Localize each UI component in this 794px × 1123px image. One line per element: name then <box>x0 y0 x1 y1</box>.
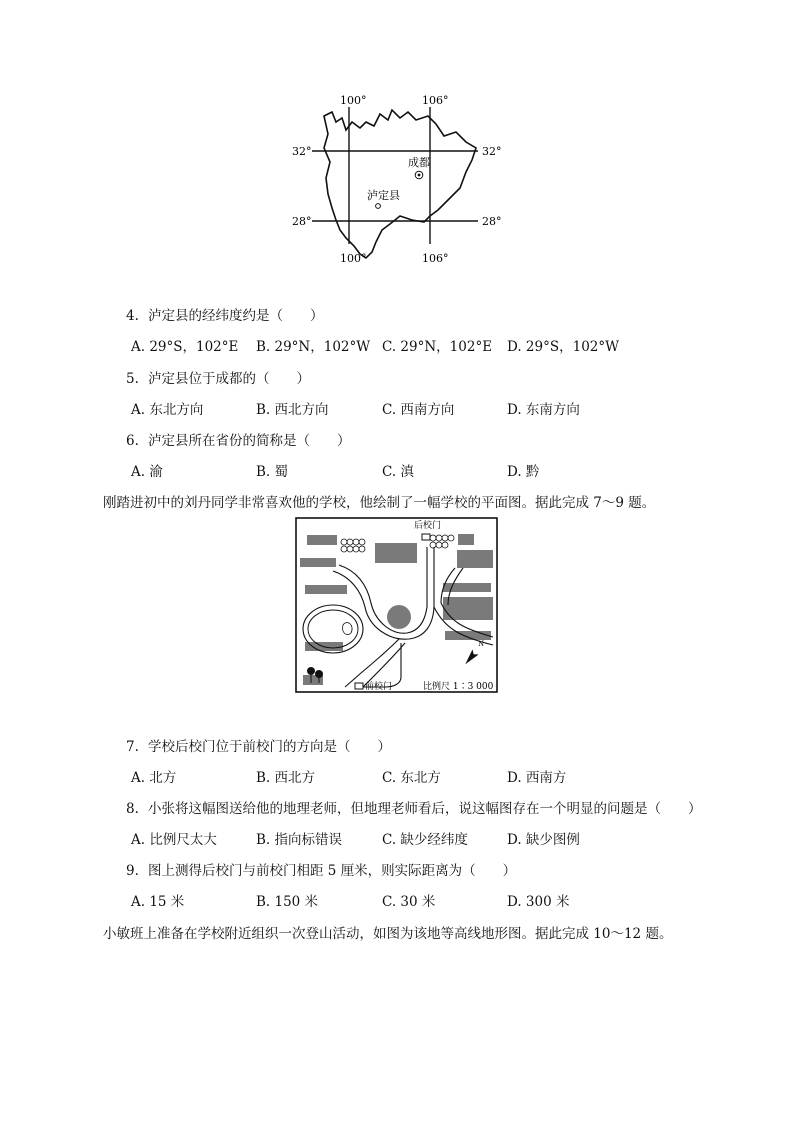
lon-label-100-top: 100° <box>340 94 367 107</box>
option-d[interactable]: D. 300 米 <box>507 894 570 910</box>
round-building <box>387 605 411 629</box>
province-outline <box>324 110 476 258</box>
building <box>307 535 337 545</box>
option-c[interactable]: C. 西南方向 <box>382 402 455 418</box>
sichuan-map <box>280 92 510 268</box>
front-gate-symbol <box>355 683 363 689</box>
option-c[interactable]: C. 29°N，102°E <box>382 339 493 355</box>
option-d[interactable]: D. 29°S，102°W <box>507 339 619 355</box>
question-text: 泸定县所在省份的简称是（ ） <box>148 433 351 449</box>
option-d[interactable]: D. 西南方 <box>507 770 567 786</box>
chengdu-label: 成都 <box>408 156 430 169</box>
option-c[interactable]: C. 东北方 <box>382 770 441 786</box>
lat-label-28-right: 28° <box>482 215 502 228</box>
option-c[interactable]: C. 30 米 <box>382 894 436 910</box>
lon-label-106-top: 106° <box>422 94 449 107</box>
option-c[interactable]: C. 缺少经纬度 <box>382 832 468 848</box>
north-arrow-label: N <box>478 640 485 648</box>
option-a[interactable]: A. 比例尺太大 <box>131 832 217 848</box>
question-4 <box>126 304 324 324</box>
question-6 <box>126 429 351 449</box>
option-a[interactable]: A. 29°S，102°E <box>131 339 239 355</box>
building <box>457 550 493 568</box>
option-b[interactable]: B. 150 米 <box>256 894 319 910</box>
question-text: 小张将这幅图送给他的地理老师，但地理老师看后，说这幅图存在一个明显的问题是（ ） <box>148 801 702 817</box>
front-gate-label: 前校门 <box>365 682 393 692</box>
option-b[interactable]: B. 西北方向 <box>256 402 329 418</box>
intro-7-9: 刚踏进初中的刘丹同学非常喜欢他的学校，他绘制了一幅学校的平面图。据此完成 7～9 题。 <box>103 495 656 511</box>
building <box>375 543 417 563</box>
question-5 <box>126 367 310 387</box>
luding-label: 泸定县 <box>367 189 400 202</box>
option-a[interactable]: A. 渝 <box>131 464 163 480</box>
question-text: 泸定县的经纬度约是（ ） <box>148 308 324 324</box>
school-plan-map <box>295 517 498 693</box>
lon-label-100-bottom: 100° <box>340 252 367 265</box>
question-8 <box>126 797 702 817</box>
lat-label-32-right: 32° <box>482 145 502 158</box>
intro-10-12: 小敏班上准备在学校附近组织一次登山活动，如图为该地等高线地形图。据此完成 10～12 题。 <box>103 926 673 942</box>
lat-label-32-left: 32° <box>292 145 312 158</box>
back-gate-label: 后校门 <box>414 521 442 531</box>
question-text: 图上测得后校门与前校门相距 5 厘米，则实际距离为（ ） <box>148 863 517 879</box>
option-b[interactable]: B. 29°N，102°W <box>256 339 371 355</box>
option-a[interactable]: A. 北方 <box>131 770 177 786</box>
question-number: 5. <box>126 371 139 387</box>
option-b[interactable]: B. 指向标错误 <box>256 832 343 848</box>
scale-label: 比例尺 1∶3 000 <box>423 682 494 692</box>
option-d[interactable]: D. 东南方向 <box>507 402 580 418</box>
option-b[interactable]: B. 西北方 <box>256 770 316 786</box>
lat-label-28-left: 28° <box>292 215 312 228</box>
question-7 <box>126 735 391 755</box>
lake-island <box>343 623 352 635</box>
question-number: 7. <box>126 739 139 755</box>
question-text: 泸定县位于成都的（ ） <box>148 371 310 387</box>
option-c[interactable]: C. 滇 <box>382 464 414 480</box>
question-number: 8. <box>126 801 139 817</box>
building <box>445 631 491 640</box>
question-number: 4. <box>126 308 139 324</box>
option-b[interactable]: B. 蜀 <box>256 464 289 480</box>
building <box>458 534 474 545</box>
option-a[interactable]: A. 15 米 <box>131 894 185 910</box>
back-gate-symbol <box>422 534 430 540</box>
question-number: 9. <box>126 863 139 879</box>
question-number: 6. <box>126 433 139 449</box>
building <box>300 558 336 567</box>
option-a[interactable]: A. 东北方向 <box>131 402 204 418</box>
option-d[interactable]: D. 黔 <box>507 464 540 480</box>
question-9 <box>126 859 516 879</box>
option-d[interactable]: D. 缺少图例 <box>507 832 580 848</box>
question-text: 学校后校门位于前校门的方向是（ ） <box>148 739 391 755</box>
luding-symbol <box>376 204 381 209</box>
building <box>305 585 347 594</box>
lon-label-106-bottom: 106° <box>422 252 449 265</box>
